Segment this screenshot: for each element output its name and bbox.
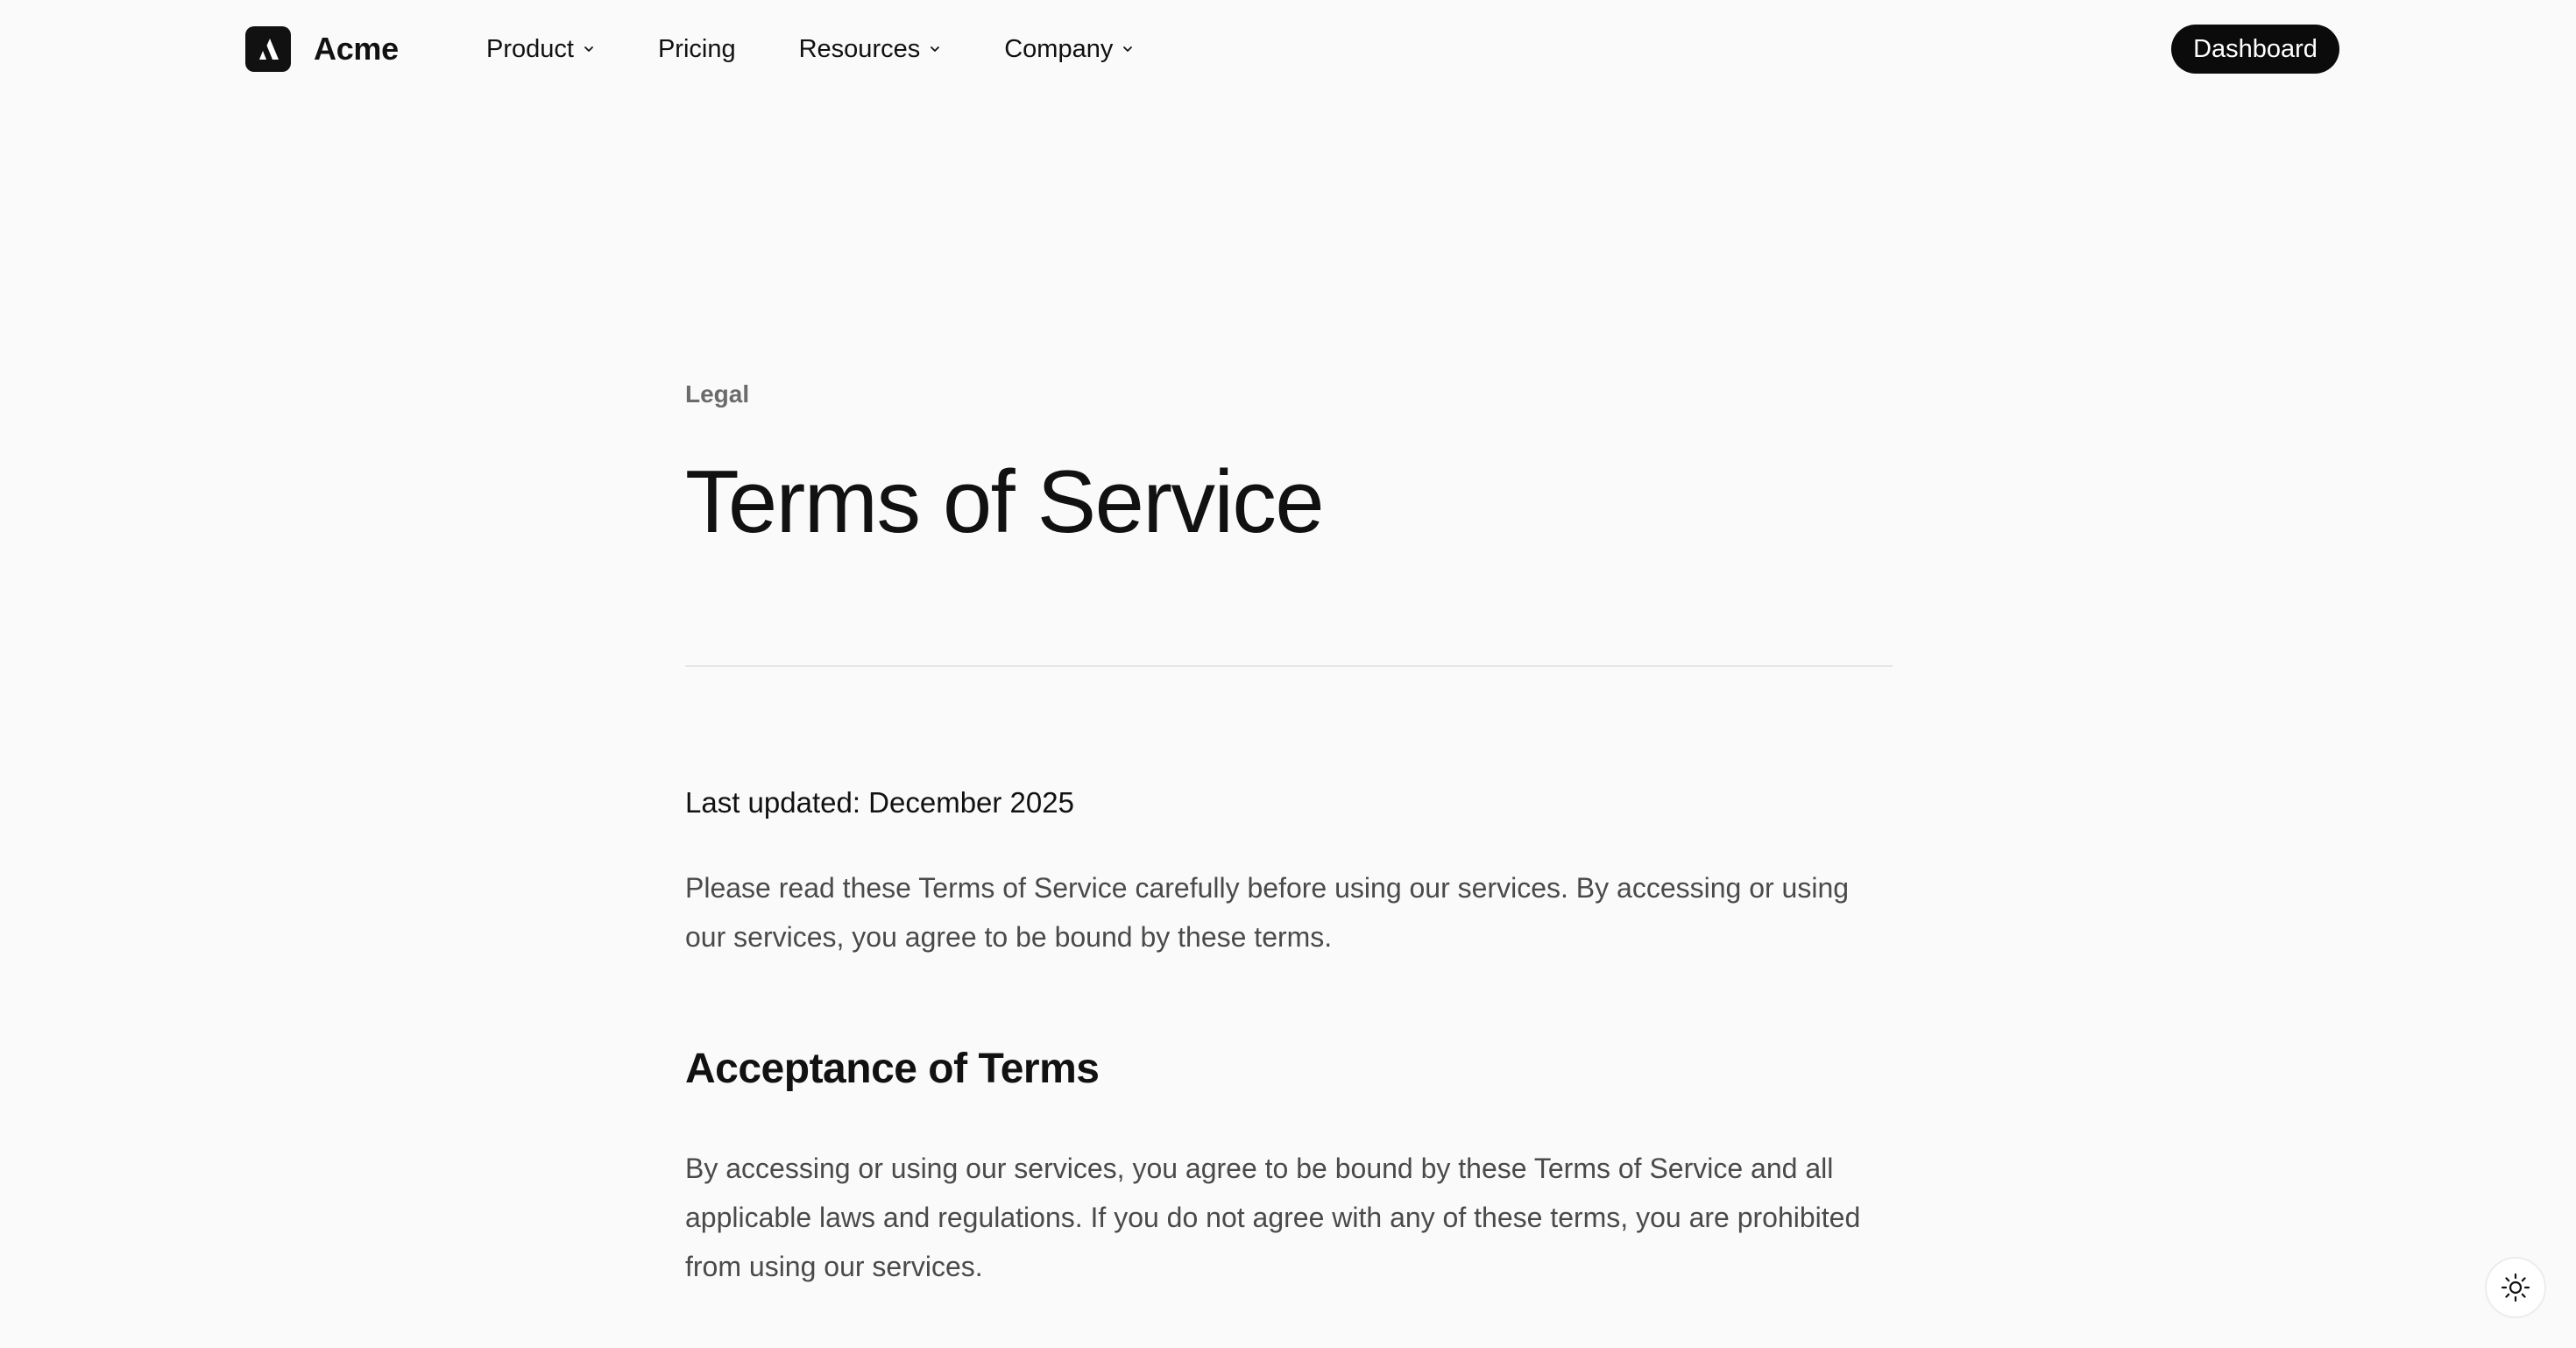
nav-product-label: Product: [486, 34, 574, 63]
nav-pricing[interactable]: [658, 35, 736, 64]
nav-pricing-label: Pricing: [657, 34, 736, 63]
nav-resources-label: Resources: [798, 34, 921, 63]
chevron-down-icon: [1122, 43, 1134, 55]
dashboard-button[interactable]: Dashboard: [2171, 25, 2339, 74]
theme-toggle-button[interactable]: [2485, 1257, 2546, 1318]
nav-company-label: Company: [1004, 34, 1114, 63]
brand-name: Acme: [314, 31, 399, 67]
nav-company[interactable]: [1004, 35, 1134, 64]
divider: [685, 665, 1893, 667]
section-body: By accessing or using our services, you agree to be bound by these Terms of Service and all applicable laws and regulations. If you do not agree with any of these terms, you are prohibited from using our services.: [685, 1153, 1861, 1282]
site-header: [0, 0, 2576, 98]
chevron-down-icon: [929, 43, 941, 55]
nav-resources[interactable]: [799, 35, 942, 64]
section-heading: Acceptance of Terms: [685, 1046, 1100, 1092]
sun-icon: [2501, 1273, 2530, 1302]
nav-product[interactable]: [486, 35, 595, 64]
acme-logo-icon: [245, 26, 291, 72]
page-title: Terms of Service: [685, 453, 1324, 551]
intro-paragraph: Please read these Terms of Service carefully before using our services. By accessing or using our services, you agree to be bound by these terms.: [685, 872, 1850, 953]
brand-link[interactable]: [245, 25, 399, 74]
last-updated: Last updated: December 2025: [685, 786, 1074, 819]
main-nav: [486, 25, 1134, 74]
page-eyebrow: Legal: [685, 380, 750, 408]
chevron-down-icon: [583, 43, 595, 55]
